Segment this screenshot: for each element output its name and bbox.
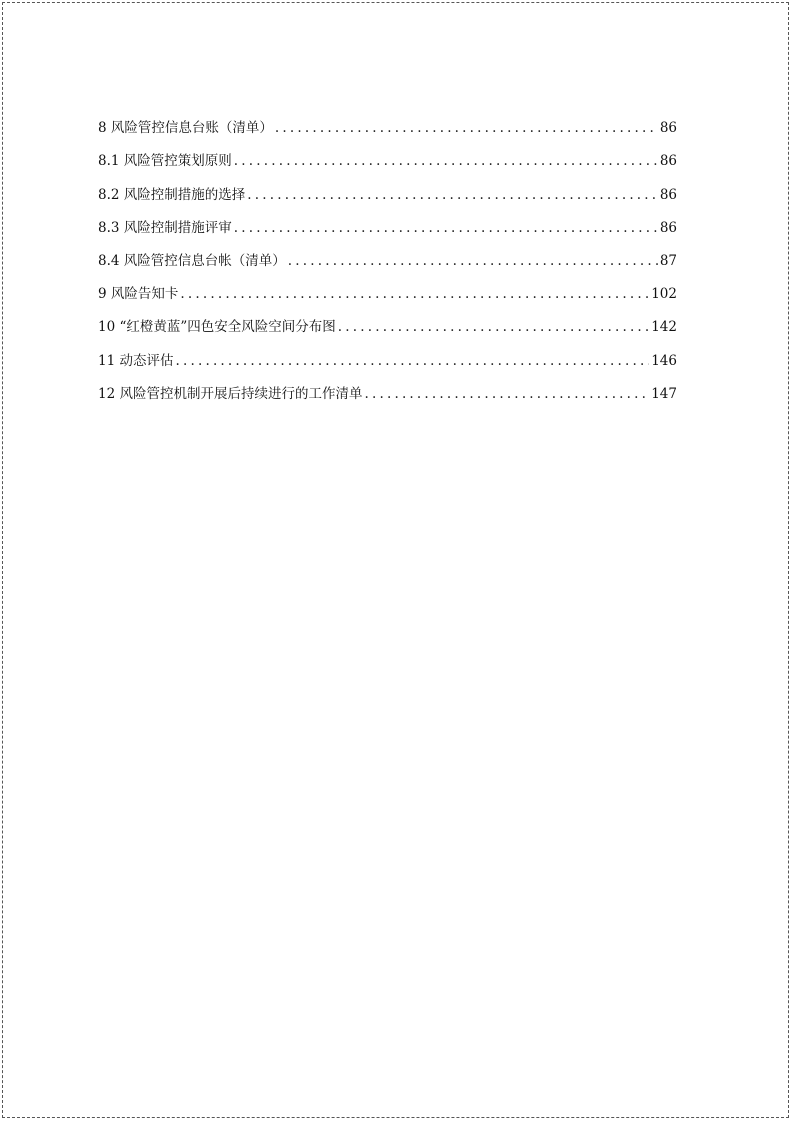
toc-dot-leader [234,149,658,174]
toc-entry-title: 8.4 风险管控信息台帐（清单） [98,252,286,269]
toc-entry[interactable] [98,307,677,340]
toc-entry[interactable] [98,108,677,141]
toc-entry-title: 12 风险管控机制开展后持续进行的工作清单 [98,385,363,402]
toc-entry[interactable] [98,340,677,373]
toc-dot-leader [175,349,649,374]
toc-entry-title: 8.1 风险管控策划原则 [98,153,232,170]
toc-dot-leader [247,183,658,208]
toc-entry-page: 102 [651,286,677,303]
toc-dot-leader [180,282,649,307]
toc-dot-leader [338,315,649,340]
toc-dot-leader [234,216,658,241]
toc-entry-page: 86 [659,186,677,203]
toc-entry-title: 8 风险管控信息台账（清单） [98,120,273,137]
toc-entry[interactable] [98,274,677,307]
toc-entry-title: 10 “红橙黄蓝”四色安全风险空间分布图 [98,319,336,336]
toc-entry[interactable] [98,241,677,274]
toc-entry-title: 8.2 风险控制措施的选择 [98,186,246,203]
toc-entry-page: 86 [659,153,677,170]
table-of-contents [98,108,677,407]
toc-entry-page: 142 [651,319,677,336]
toc-entry-page: 147 [651,385,677,402]
toc-entry-page: 86 [659,219,677,236]
toc-entry-title: 11 动态评估 [98,352,174,369]
toc-entry[interactable] [98,141,677,174]
toc-entry-page: 146 [651,352,677,369]
toc-entry-page: 86 [659,120,677,137]
toc-entry[interactable] [98,208,677,241]
document-page [2,2,789,1118]
toc-entry-title: 9 风险告知卡 [98,286,179,303]
toc-dot-leader [275,116,658,141]
toc-entry[interactable] [98,374,677,407]
toc-entry[interactable] [98,174,677,207]
toc-entry-title: 8.3 风险控制措施评审 [98,219,232,236]
toc-dot-leader [364,382,649,407]
toc-entry-page: 87 [659,252,677,269]
toc-dot-leader [288,249,658,274]
